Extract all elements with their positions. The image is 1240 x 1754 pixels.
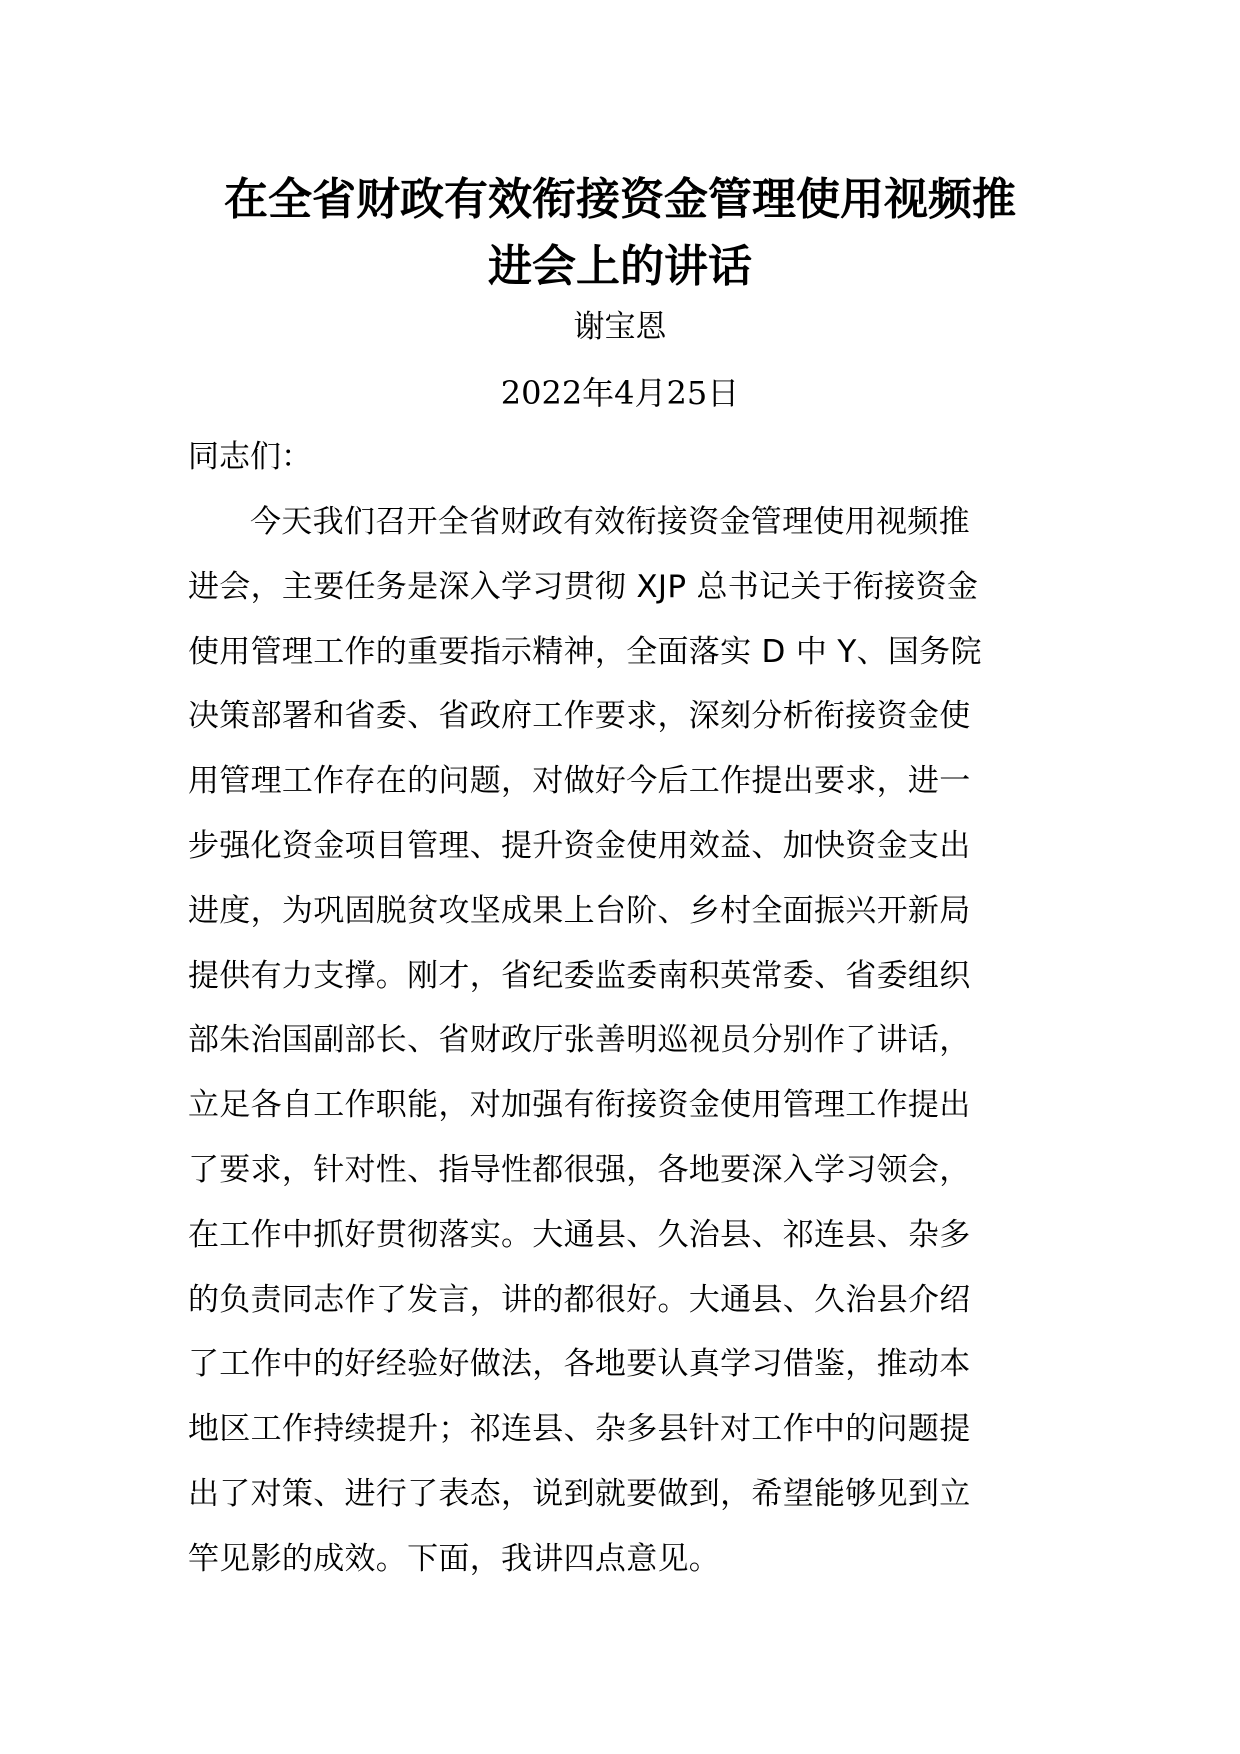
paragraph-line: 部朱治国副部长、省财政厅张善明巡视员分别作了讲话， — [188, 1022, 971, 1059]
speech-date: 2022年4月25日 — [500, 374, 740, 412]
paragraph-line: 进会，主要任务是深入学习贯彻 XJP 总书记关于衔接资金 — [188, 568, 979, 605]
paragraph-line: 了要求，针对性、指导性都很强，各地要深入学习领会， — [188, 1151, 971, 1188]
salutation: 同志们： — [188, 439, 312, 475]
paragraph-line: 地区工作持续提升；祁连县、杂多县针对工作中的问题提 — [188, 1411, 971, 1448]
document-title-line-1: 在全省财政有效衔接资金管理使用视频推 — [224, 174, 1016, 225]
author-name: 谢宝恩 — [573, 309, 667, 345]
paragraph-line: 立足各自工作职能，对加强有衔接资金使用管理工作提出 — [188, 1087, 971, 1124]
paragraph-line: 步强化资金项目管理、提升资金使用效益、加快资金支出 — [188, 827, 971, 864]
paragraph-line: 提供有力支撑。刚才，省纪委监委南积英常委、省委组织 — [188, 957, 971, 994]
paragraph-line: 在工作中抓好贯彻落实。大通县、久治县、祁连县、杂多 — [188, 1216, 971, 1253]
body-paragraph — [188, 502, 1058, 1604]
paragraph-line: 出了对策、进行了表态，说到就要做到，希望能够见到立 — [188, 1475, 971, 1512]
paragraph-line: 进度，为巩固脱贫攻坚成果上台阶、乡村全面振兴开新局 — [188, 892, 971, 929]
paragraph-line: 用管理工作存在的问题，对做好今后工作提出要求，进一 — [188, 763, 971, 800]
paragraph-line: 了工作中的好经验好做法，各地要认真学习借鉴，推动本 — [188, 1346, 971, 1383]
paragraph-line: 今天我们召开全省财政有效衔接资金管理使用视频推 — [250, 504, 970, 540]
paragraph-line: 的负责同志作了发言，讲的都很好。大通县、久治县介绍 — [188, 1281, 971, 1318]
paragraph-line: 决策部署和省委、省政府工作要求，深刻分析衔接资金使 — [188, 698, 971, 735]
paragraph-line: 竿见影的成效。下面，我讲四点意见。 — [188, 1540, 721, 1577]
document-title-line-2: 进会上的讲话 — [488, 241, 752, 292]
paragraph-line: 使用管理工作的重要指示精神，全面落实 D 中 Y、国务院 — [188, 633, 982, 670]
